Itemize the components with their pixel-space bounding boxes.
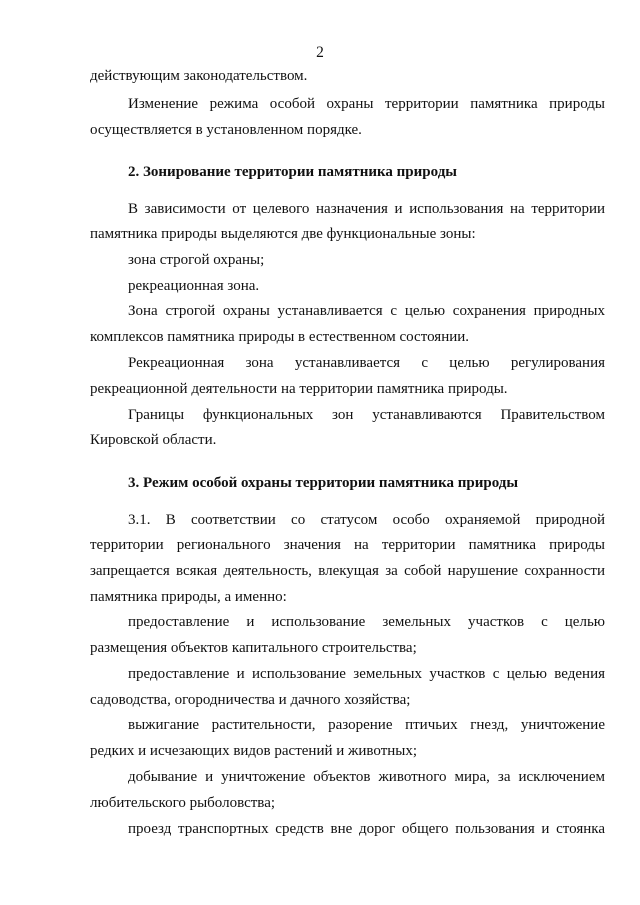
text-line: Границы функциональных зон устанавливаются Правительством	[128, 407, 605, 423]
text-line: редких и исчезающих видов растений и животных;	[90, 743, 418, 759]
text-line: действующим законодательством.	[90, 68, 308, 84]
text-line: Кировской области.	[90, 432, 217, 448]
text-line: выжигание растительности, разорение птичьих гнезд, уничтожение	[128, 717, 605, 733]
text-line: Изменение режима особой охраны территории памятника природы	[128, 96, 605, 112]
text-line: Рекреационная зона устанавливается с целью регулирования	[128, 355, 605, 371]
page-number: 2	[316, 44, 324, 61]
text-line: В зависимости от целевого назначения и использования на территории	[128, 201, 605, 217]
text-line: проезд транспортных средств вне дорог общего пользования и стоянка	[128, 821, 605, 837]
text-line: Зона строгой охраны устанавливается с целью сохранения природных	[128, 303, 605, 319]
text-line: предоставление и использование земельных участков с целью ведения	[128, 666, 605, 682]
text-line: памятника природы выделяются две функциональные зоны:	[90, 226, 476, 242]
section-heading-2: 2. Зонирование территории памятника природы	[128, 164, 457, 180]
section-heading-3: 3. Режим особой охраны территории памятника природы	[128, 475, 519, 491]
text-line: предоставление и использование земельных участков с целью	[128, 614, 605, 630]
text-line: осуществляется в установленном порядке.	[90, 122, 362, 138]
text-line: добывание и уничтожение объектов животного мира, за исключением	[128, 769, 605, 785]
text-line: любительского рыболовства;	[90, 795, 276, 811]
text-line: 3.1. В соответствии со статусом особо охраняемой природной	[128, 512, 605, 528]
text-line: памятника природы, а именно:	[90, 589, 287, 605]
text-line: размещения объектов капитального строительства;	[90, 640, 417, 656]
text-line: запрещается всякая деятельность, влекущая за собой нарушение сохранности	[90, 563, 605, 579]
text-line: рекреационной деятельности на территории памятника природы.	[90, 381, 508, 397]
text-line: комплексов памятника природы в естественном состоянии.	[90, 329, 470, 345]
text-line: садоводства, огородничества и дачного хозяйства;	[90, 692, 411, 708]
text-line: территории регионального значения на территории памятника природы	[90, 537, 605, 553]
text-line: рекреационная зона.	[128, 278, 260, 294]
text-line: зона строгой охраны;	[128, 252, 265, 268]
